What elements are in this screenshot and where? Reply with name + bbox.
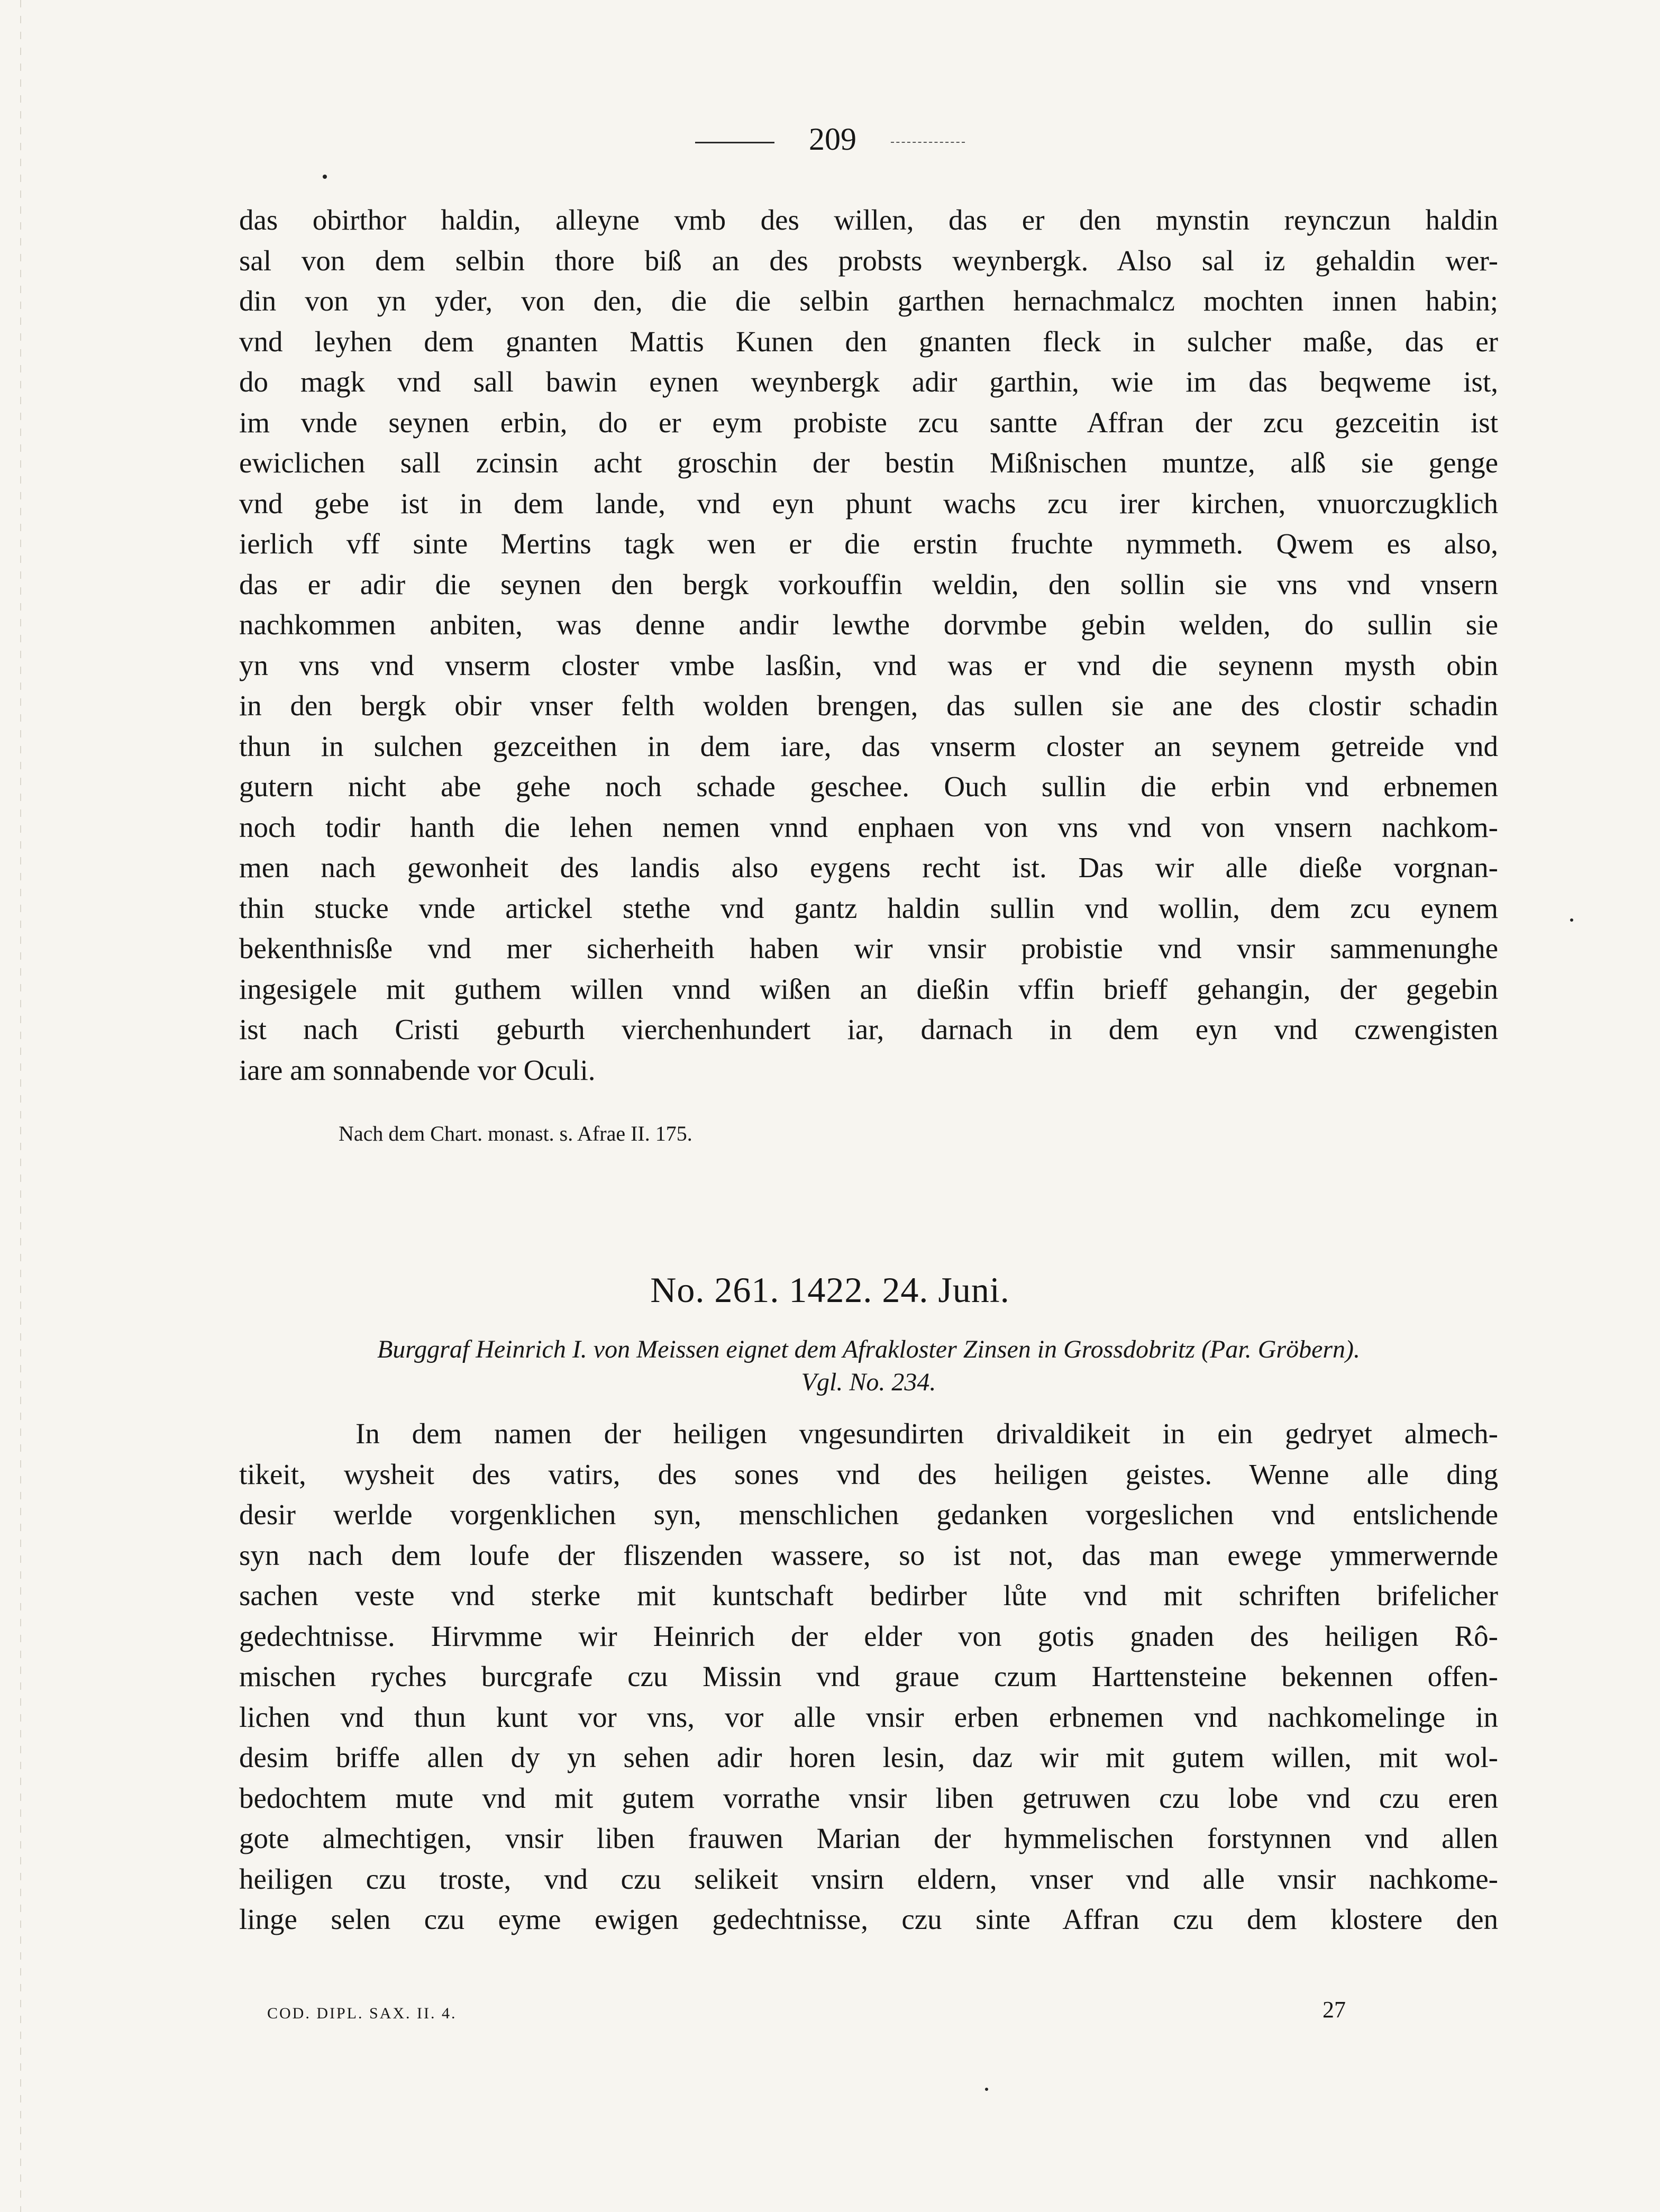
continued-charter-text	[239, 200, 1498, 1090]
document-summary	[239, 1333, 1498, 1399]
text-line: das er adir die seynen den bergk vorkouffin weldin, den sollin sie vns vnd vnsern	[239, 568, 1498, 600]
text-line: ingesigele mit guthem willen vnnd wißen an dießin vffin brieff gehangin, der gegebin	[239, 972, 1498, 1005]
header-rule-right	[891, 142, 965, 143]
text-line: thin stucke vnde artickel stethe vnd gantz haldin sullin vnd wollin, dem zcu eynem	[239, 891, 1498, 924]
text-line: iare am sonnabende vor Oculi.	[239, 1053, 596, 1086]
text-line: heiligen czu troste, vnd czu selikeit vnsirn eldern, vnser vnd alle vnsir nachkome-	[239, 1862, 1498, 1895]
text-line: vnd leyhen dem gnanten Mattis Kunen den gnanten fleck in sulcher maße, das er	[239, 325, 1498, 358]
text-line: bekenthnisße vnd mer sicherheith haben wir vnsir probistie vnd vnsir sammenunghe	[239, 932, 1498, 964]
text-line: ist nach Cristi geburth vierchenhundert iar, darnach in dem eyn vnd czwengisten	[239, 1013, 1498, 1045]
text-line: syn nach dem loufe der fliszenden wassere, so ist not, das man ewege ymmerwernde	[239, 1539, 1498, 1571]
text-line: linge selen czu eyme ewigen gedechtnisse, czu sinte Affran czu dem klostere den	[239, 1903, 1498, 1935]
text-line: mischen ryches burcgrafe czu Missin vnd graue czum Harttensteine bekennen offen-	[239, 1660, 1498, 1692]
text-line: desim briffe allen dy yn sehen adir horen lesin, daz wir mit gutem willen, mit wol-	[239, 1741, 1498, 1773]
signature-mark: COD. DIPL. SAX. II. 4.	[267, 2005, 457, 2022]
text-line: tikeit, wysheit des vatirs, des sones vnd des heiligen geistes. Wenne alle ding	[239, 1458, 1498, 1490]
sheet-number: 27	[1322, 1997, 1346, 2023]
text-line: yn vns vnd vnserm closter vmbe lasßin, vnd was er vnd die seynenn mysth obin	[239, 649, 1498, 681]
text-line: In dem namen der heiligen vngesundirten drivaldikeit in ein gedryet almech-	[355, 1417, 1498, 1450]
text-line: in den bergk obir vnser felth wolden brengen, das sullen sie ane des clostir schadin	[239, 689, 1498, 722]
text-line: das obirthor haldin, alleyne vmb des willen, das er den mynstin reynczun haldin	[239, 204, 1498, 236]
text-line: gote almechtigen, vnsir liben frauwen Marian der hymmelischen forstynnen vnd allen	[239, 1822, 1498, 1854]
text-line: sachen veste vnd sterke mit kuntschaft bedirber lůte vnd mit schriften brifelicher	[239, 1579, 1498, 1612]
text-line: im vnde seynen erbin, do er eym probiste zcu santte Affran der zcu gezceitin ist	[239, 406, 1498, 439]
text-line: nachkommen anbiten, was denne andir lewthe dorvmbe gebin welden, do sullin sie	[239, 608, 1498, 641]
document-heading: No. 261. 1422. 24. Juni.	[650, 1270, 1010, 1310]
text-line: sal von dem selbin thore biß an des probsts weynbergk. Also sal iz gehaldin wer-	[239, 244, 1498, 277]
text-line: ewiclichen sall zcinsin acht groschin der bestin Mißnischen muntze, alß sie genge	[239, 447, 1498, 479]
text-line: desir werlde vorgenklichen syn, menschlichen gedanken vorgeslichen vnd entslichende	[239, 1498, 1498, 1531]
text-line: do magk vnd sall bawin eynen weynbergk adir garthin, wie im das beqweme ist,	[239, 366, 1498, 398]
ink-speck	[323, 175, 327, 179]
text-line: noch todir hanth die lehen nemen vnnd enphaen von vns vnd von vnsern nachkom-	[239, 811, 1498, 843]
text-line: thun in sulchen gezceithen in dem iare, das vnserm closter an seynem getreide vnd	[239, 730, 1498, 762]
scan-edge-artifact	[20, 0, 21, 2212]
text-line: lichen vnd thun kunt vor vns, vor alle vnsir erben erbnemen vnd nachkomelinge in	[239, 1700, 1498, 1733]
summary-cross-reference: Vgl. No. 234.	[801, 1368, 936, 1396]
text-line: men nach gewonheit des landis also eygens recht ist. Das wir alle dieße vorgnan-	[239, 851, 1498, 884]
page-number: 209	[809, 122, 856, 157]
text-line: din von yn yder, von den, die die selbin garthen hernachmalcz mochten innen habin;	[239, 285, 1498, 317]
text-line: bedochtem mute vnd mit gutem vorrathe vnsir liben getruwen czu lobe vnd czu eren	[239, 1781, 1498, 1814]
ink-speck	[985, 2088, 988, 2091]
source-note: Nach dem Chart. monast. s. Afrae II. 175.	[339, 1122, 692, 1145]
ink-speck	[1570, 918, 1573, 922]
running-header	[0, 121, 1660, 158]
text-line: gutern nicht abe gehe noch schade geschee. Ouch sullin die erbin vnd erbnemen	[239, 770, 1498, 803]
summary-line: Burggraf Heinrich I. von Meissen eignet dem Afrakloster Zinsen in Grossdobritz (Par. Gröbern).	[377, 1335, 1361, 1363]
text-line: ierlich vff sinte Mertins tagk wen er die erstin fruchte nymmeth. Qwem es also,	[239, 527, 1498, 560]
text-line: gedechtnisse. Hirvmme wir Heinrich der elder von gotis gnaden des heiligen Rô-	[239, 1619, 1498, 1652]
charter-text	[239, 1414, 1498, 1940]
text-line: vnd gebe ist in dem lande, vnd eyn phunt wachs zcu irer kirchen, vnuorczugklich	[239, 487, 1498, 520]
header-rule-left	[695, 142, 774, 143]
